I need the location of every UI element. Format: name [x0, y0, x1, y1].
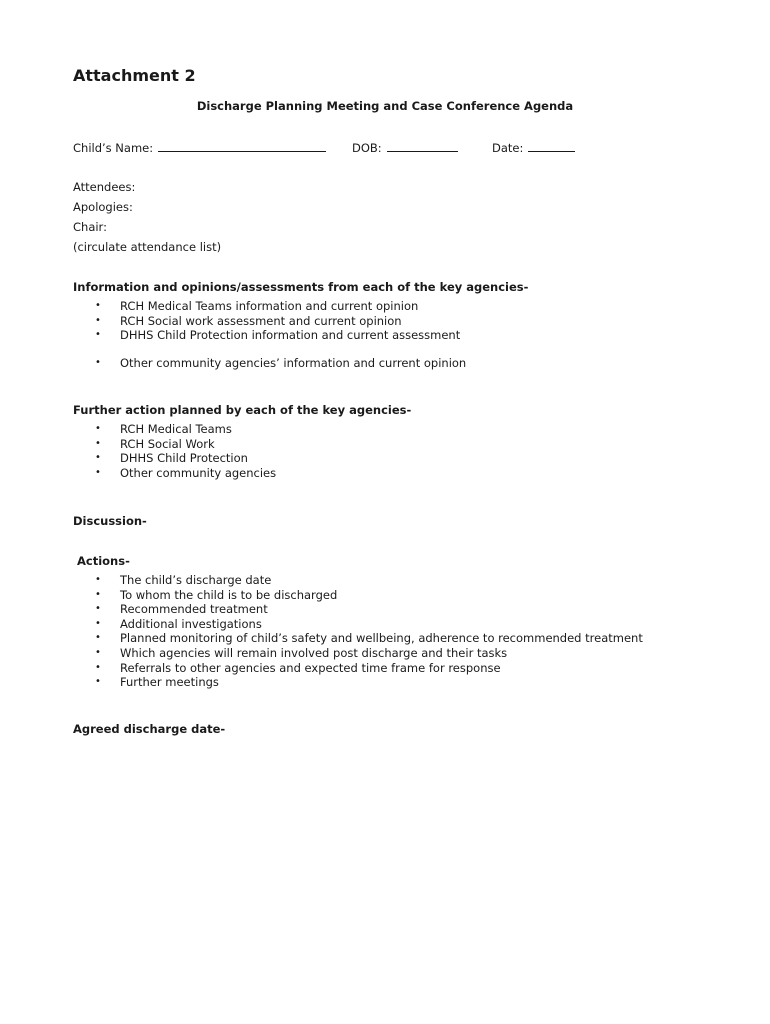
bullet-icon: • [95, 661, 101, 673]
bullet-icon: • [95, 676, 101, 688]
list-item: • Referrals to other agencies and expected time frame for response [95, 660, 501, 675]
list-item: • Which agencies will remain involved post discharge and their tasks [95, 645, 508, 660]
dob-blank-line[interactable] [387, 140, 458, 152]
bullet-icon: • [95, 437, 101, 449]
list-item: • RCH Social Work [95, 436, 215, 451]
bullet-icon: • [95, 357, 101, 368]
bullet-icon: • [95, 588, 101, 600]
further-action-heading: Further action planned by each of the key agencies- [73, 403, 412, 417]
childs-name-blank-line[interactable] [158, 140, 326, 152]
bullet-icon: • [95, 423, 101, 434]
info-section-heading: Information and opinions/assessments from each of the key agencies- [73, 280, 529, 294]
info-section-list [94, 299, 460, 343]
list-item: • The child’s discharge date [95, 573, 272, 587]
bullet-icon: • [95, 632, 101, 644]
bullet-icon: • [95, 603, 101, 615]
info-section-extra-list [94, 356, 466, 371]
actions-list [94, 573, 643, 690]
apologies-label: Apologies: [73, 200, 133, 214]
circulate-note: (circulate attendance list) [73, 240, 222, 254]
further-action-list [94, 422, 276, 480]
list-item: • To whom the child is to be discharged [95, 587, 338, 602]
actions-heading: Actions- [77, 554, 130, 568]
date-label: Date: [492, 141, 524, 155]
list-item: • Additional investigations [95, 616, 262, 631]
childs-name-label: Child’s Name: [73, 141, 154, 155]
list-item: • Other community agencies [95, 465, 277, 480]
dob-label: DOB: [352, 141, 382, 155]
childs-name-field[interactable] [73, 140, 326, 155]
bullet-icon: • [95, 466, 101, 478]
chair-label: Chair: [73, 220, 107, 234]
discussion-heading: Discussion- [73, 514, 147, 528]
list-item: • Planned monitoring of child’s safety and wellbeing, adherence to recommended treatment [95, 631, 643, 646]
list-item: • RCH Social work assessment and current opinion [95, 313, 402, 328]
bullet-icon: • [95, 574, 101, 585]
date-blank-line[interactable] [528, 140, 575, 152]
list-item: • Recommended treatment [95, 602, 268, 617]
list-item: • RCH Medical Teams [95, 422, 232, 436]
agreed-discharge-heading: Agreed discharge date- [73, 722, 226, 736]
attendees-label: Attendees: [73, 180, 136, 194]
bullet-icon: • [95, 646, 101, 658]
dob-field[interactable] [352, 140, 458, 155]
list-item: • DHHS Child Protection [95, 451, 248, 466]
list-item: • DHHS Child Protection information and current assessment [95, 328, 461, 343]
list-item: • Further meetings [95, 675, 219, 690]
bullet-icon: • [95, 452, 101, 464]
bullet-icon: • [95, 617, 101, 629]
bullet-icon: • [95, 314, 101, 326]
attachment-label: Attachment 2 [73, 66, 196, 85]
agenda-title: Discharge Planning Meeting and Case Conference Agenda [196, 99, 574, 113]
date-field[interactable] [492, 140, 575, 155]
bullet-icon: • [95, 329, 101, 341]
bullet-icon: • [95, 300, 101, 311]
list-item: • RCH Medical Teams information and current opinion [95, 299, 419, 313]
list-item: • Other community agencies’ information and current opinion [95, 356, 467, 370]
